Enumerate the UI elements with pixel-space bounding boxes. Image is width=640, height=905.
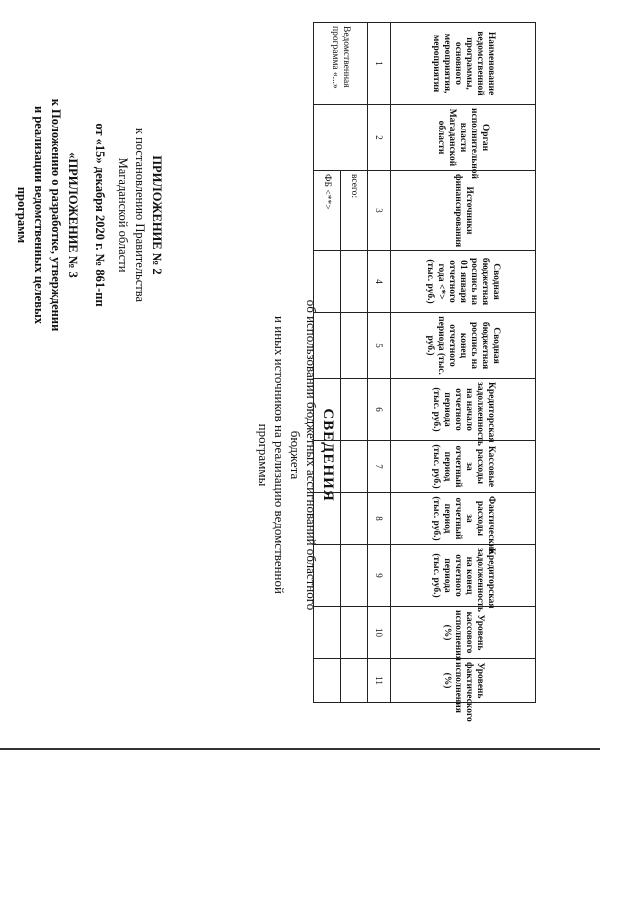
date-line: от «15» декабря 2020 г. № 861-пп xyxy=(93,123,107,307)
col-header: Уровень кассового исполнения (%) xyxy=(391,607,536,659)
col-header: Наименование ведомственной программы, основного мероприятия, мероприятия xyxy=(391,23,536,105)
table-cell xyxy=(314,379,341,441)
col-number: 8 xyxy=(368,493,391,545)
header-block xyxy=(13,5,165,425)
regulation-line-1: к Положению о разработке, утверждении xyxy=(49,98,63,332)
regulation-line-2: и реализации ведомственных целевых xyxy=(32,106,46,324)
col-header: Сводная бюджетная роспись на 01 января отчетного года <*> (тыс. руб.) xyxy=(391,251,536,313)
table-cell xyxy=(341,607,368,659)
table-cell xyxy=(341,545,368,607)
appendix2-label: «ПРИЛОЖЕНИЕ № 3 xyxy=(66,152,80,278)
table-cell xyxy=(341,493,368,545)
col-number: 9 xyxy=(368,545,391,607)
table-cell xyxy=(314,545,341,607)
region-line: Магаданской области xyxy=(116,157,130,273)
program-name-cell: Ведомственная программа «...» xyxy=(314,23,368,105)
table-cell xyxy=(314,105,368,171)
appendix-label: ПРИЛОЖЕНИЕ № 2 xyxy=(150,155,164,275)
table-cell xyxy=(314,607,341,659)
col-header: Источники финансирования xyxy=(391,171,536,251)
col-header: Кредиторская задолженность на начало отчетного периода (тыс. руб.) xyxy=(391,379,536,441)
table-cell xyxy=(314,493,341,545)
usage-table xyxy=(313,22,536,722)
table-cell xyxy=(341,313,368,379)
table-row xyxy=(341,23,368,703)
page-divider xyxy=(0,748,600,750)
col-number: 10 xyxy=(368,607,391,659)
col-number: 4 xyxy=(368,251,391,313)
col-header: Сводная бюджетная роспись на конец отчетного периода (тыс. руб.) xyxy=(391,313,536,379)
table-cell xyxy=(314,441,341,493)
col-number: 11 xyxy=(368,659,391,703)
col-header: Орган исполнительной власти Магаданской области xyxy=(391,105,536,171)
column-number-row xyxy=(368,23,391,703)
col-number: 6 xyxy=(368,379,391,441)
table-cell xyxy=(341,251,368,313)
regulation-line-3: программ xyxy=(15,186,29,244)
col-header: Уровень фактического исполнения (%) xyxy=(391,659,536,703)
table-cell xyxy=(341,441,368,493)
table-cell xyxy=(341,379,368,441)
table-cell xyxy=(341,659,368,703)
table-cell xyxy=(314,313,341,379)
table-wrapper xyxy=(313,22,536,722)
fb-label-cell: ФБ <**> xyxy=(314,171,341,251)
col-number: 7 xyxy=(368,441,391,493)
col-header: Фактические расходы за отчетный период (тыс. руб.) xyxy=(391,493,536,545)
table-cell xyxy=(314,251,341,313)
title-subline-2: и иных источников на реализацию ведомственной программы xyxy=(256,316,287,594)
col-number: 3 xyxy=(368,171,391,251)
col-number: 2 xyxy=(368,105,391,171)
resolution-line: к постановлению Правительства xyxy=(133,127,147,303)
total-label-cell: всего: xyxy=(341,171,368,251)
header-row xyxy=(391,23,536,703)
col-number: 1 xyxy=(368,23,391,105)
document-title: СВЕДЕНИЯ xyxy=(320,408,336,502)
table-cell xyxy=(314,659,341,703)
title-subline-1: об использовании бюджетных ассигнований областного бюджета xyxy=(288,299,319,611)
col-header: Кассовые расходы за отчетный период (тыс. руб.) xyxy=(391,441,536,493)
col-number: 5 xyxy=(368,313,391,379)
col-header: Кредиторская задолженность на конец отчетного периода (тыс. руб.) xyxy=(391,545,536,607)
